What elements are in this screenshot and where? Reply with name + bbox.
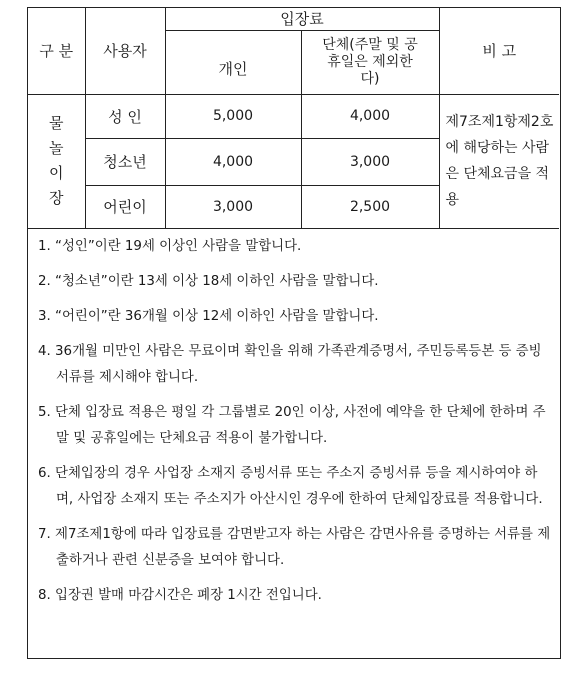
note-item: 1. “성인”이란 19세 이상인 사람을 말합니다.: [38, 239, 302, 254]
note-item: 2. “청소년”이란 13세 이상 18세 이하인 사람을 말합니다.: [38, 274, 379, 289]
category-water-park: [28, 94, 85, 228]
document-frame: [27, 7, 561, 659]
fee-table: [28, 8, 559, 229]
youth-individual-fee: 4,000: [165, 138, 301, 185]
note-item: 4. 36개월 미만인 사람은 무료이며 확인을 위해 가족관계증명서, 주민등록등본 등 증빙서류를 제시해야 합니다.: [38, 344, 542, 385]
note-item: 7. 제7조제1항에 따라 입장료를 감면받고자 하는 사람은 감면사유를 증명하는 서류를 제출하거나 관련 신분증을 보여야 합니다.: [38, 527, 551, 568]
header-individual: 개인: [165, 30, 301, 94]
note-item: 3. “어린이”란 36개월 이상 12세 이하인 사람을 말합니다.: [38, 309, 379, 324]
child-individual-fee: 3,000: [165, 185, 301, 228]
header-remarks: 비 고: [439, 8, 559, 94]
header-category: 구 분: [28, 8, 85, 94]
remarks-note: 제7조제1항제2호에 해당하는 사람은 단체요금을 적용: [439, 94, 559, 228]
header-group: 단체(주말 및 공휴일은 제외한다): [301, 30, 439, 94]
user-adult: 성 인: [85, 94, 165, 138]
user-youth: 청소년: [85, 138, 165, 185]
youth-group-fee: 3,000: [301, 138, 439, 185]
note-item: 6. 단체입장의 경우 사업장 소재지 증빙서류 또는 주소지 증빙서류 등을 제시하여야 하며, 사업장 소재지 또는 주소지가 아산시인 경우에 한하여 단체입장료를 적용합니다.: [38, 466, 543, 507]
adult-individual-fee: 5,000: [165, 94, 301, 138]
header-fee: 입장료: [165, 8, 439, 30]
note-item: 8. 입장권 발매 마감시간은 폐장 1시간 전입니다.: [38, 588, 322, 603]
child-group-fee: 2,500: [301, 185, 439, 228]
user-child: 어린이: [85, 185, 165, 228]
notes-list: [38, 234, 554, 618]
category-label: 물놀이장: [49, 114, 64, 207]
adult-group-fee: 4,000: [301, 94, 439, 138]
header-user: 사용자: [85, 8, 165, 94]
note-item: 5. 단체 입장료 적용은 평일 각 그룹별로 20인 이상, 사전에 예약을 한 단체에 한하며 주말 및 공휴일에는 단체요금 적용이 불가합니다.: [38, 405, 546, 446]
